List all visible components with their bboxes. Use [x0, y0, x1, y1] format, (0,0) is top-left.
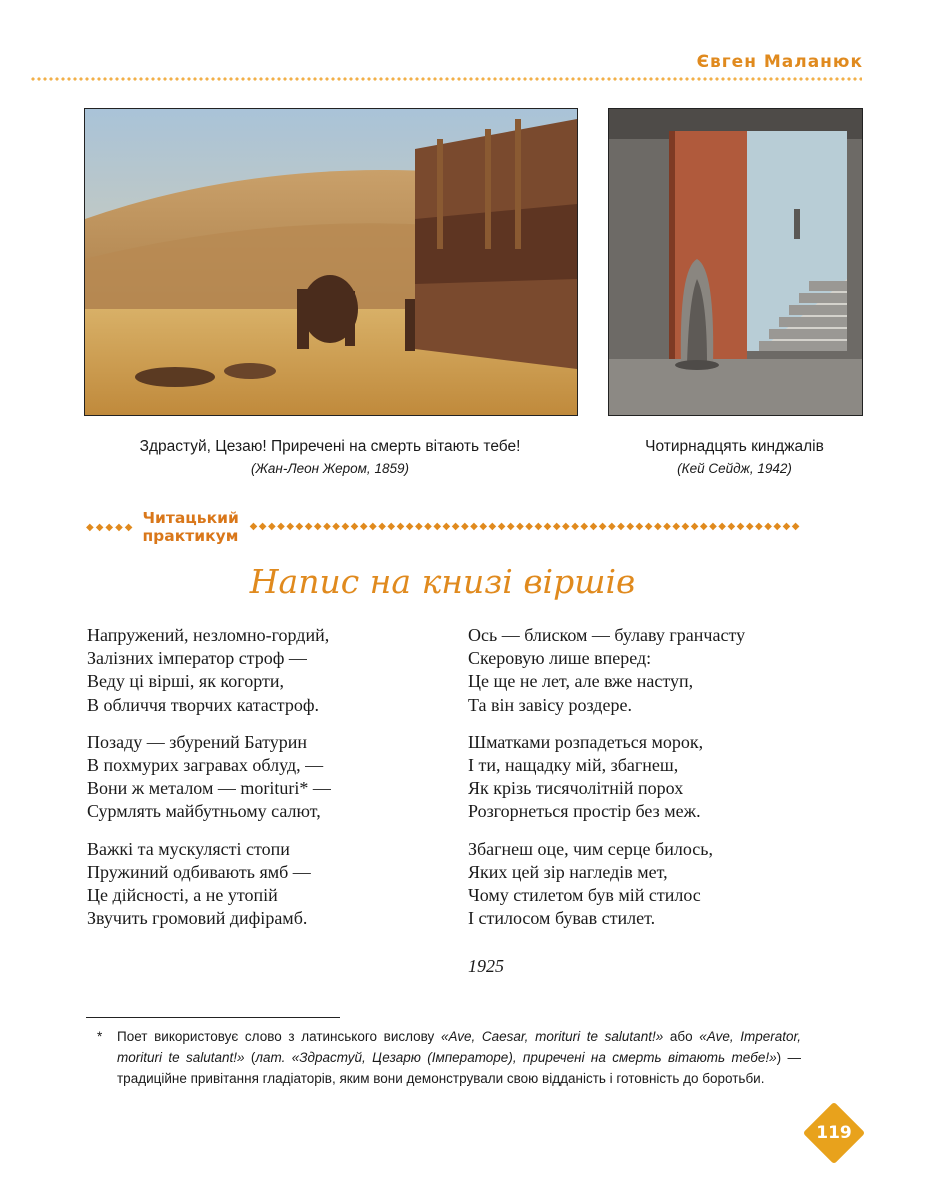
painting-daggers-image [608, 108, 863, 416]
painting1-title: Здрастуй, Цезаю! Приречені на смерть вітають тебе! [139, 438, 521, 455]
painting2-title: Чотирнадцять кинджалів [645, 438, 824, 455]
footnote-rule [86, 1017, 340, 1018]
painting2-credit: (Кей Сейдж, 1942) [677, 461, 792, 476]
header-author: Євген Маланюк [696, 52, 863, 72]
poem-line: Це дійсності, а не утопій [87, 885, 278, 906]
poem-line: Чому стилетом був мій стилос [468, 885, 701, 906]
poem-line: В похмурих загравах облуд, — [87, 755, 324, 776]
poem-line: Сурмлять майбутньому салют, [87, 801, 321, 822]
section-diamonds-right: ◆◆◆◆◆◆◆◆◆◆◆◆◆◆◆◆◆◆◆◆◆◆◆◆◆◆◆◆◆◆◆◆◆◆◆◆◆◆◆◆◆◆◆◆◆◆◆◆◆◆◆◆◆◆◆◆◆◆◆◆ [249, 521, 801, 532]
footnote-text-part: або [663, 1029, 700, 1044]
poem-stanza [468, 838, 828, 931]
poem-line: Залізних імператор строф — [87, 648, 307, 669]
poem-stanza [87, 624, 437, 717]
footnote-latin-quote: «Ave, Imperator, morituri te salutant!» [117, 1029, 802, 1065]
poem-line: Важкі та мускулясті стопи [87, 838, 290, 859]
poem-line: Це ще не лет, але вже наступ, [468, 671, 694, 692]
poem-line: Ось — блиском — булаву гранчасту [468, 625, 746, 645]
poem-line: Збагнеш оце, чим серце билось, [468, 838, 713, 859]
poem-column-right [468, 624, 828, 944]
poem-line: Позаду — збурений Батурин [87, 731, 307, 752]
poem-year: 1925 [468, 956, 504, 976]
poem-line: І стилосом бував стилет. [468, 908, 656, 929]
footnote-translation: «Здрастуй, Цезарю (Імператоре), приречені на смерть вітають тебе!» [291, 1050, 777, 1065]
poem-column-left [87, 624, 437, 944]
footnote-lang-abbr: лат. [255, 1050, 286, 1065]
painting1-credit-text: Жан-Леон Жером, 1859 [255, 461, 405, 476]
poem-stanza [468, 624, 828, 717]
poem-stanza [87, 731, 437, 824]
poem-line: Та він завісу роздере. [468, 694, 632, 715]
section-diamonds-left: ◆◆◆◆◆ [86, 521, 135, 533]
poem-line: В обличчя творчих катастроф. [87, 694, 320, 715]
footnote [97, 1026, 801, 1089]
poem-line: І ти, нащадку мій, збагнеш, [468, 755, 679, 776]
poem-title: Напис на книзі віршів [249, 562, 636, 601]
footnote-text [117, 1026, 801, 1089]
poem-line: Розгорнеться простір без меж. [468, 801, 701, 822]
painting1-credit: (Жан-Леон Жером, 1859) [251, 461, 409, 476]
painting2-credit-text: Кей Сейдж, 1942 [681, 461, 788, 476]
footnote-text-part: Поет використовує слово з латинського вислову [117, 1029, 441, 1044]
poem-line: Як крізь тисячолітній порох [468, 778, 684, 799]
section-label: Читацький практикум [142, 509, 239, 545]
poem-line: Пружиний одбивають ямб — [87, 861, 311, 882]
painting2-caption [608, 436, 861, 480]
poem-stanza [87, 838, 437, 931]
poem-line: Вони ж металом — morituri* — [87, 778, 331, 799]
poem-line: Яких цей зір нагледів мет, [468, 861, 668, 882]
poem-line: Веду ці вірші, як когорти, [87, 671, 284, 692]
page-number: 119 [816, 1123, 852, 1143]
footnote-text-part: ) — традиційне привітання гладіаторів, яким вони демонстрували свою відданість і готовність до боротьби. [117, 1050, 801, 1086]
poem-line: Звучить громовий дифірамб. [87, 908, 308, 929]
painting-colosseum-image [84, 108, 578, 416]
poem-stanza [468, 731, 828, 824]
section-heading [86, 509, 801, 545]
footnote-marker: * [97, 1029, 103, 1044]
painting1-caption [84, 436, 576, 480]
header-dotted-rule [30, 77, 862, 81]
footnote-text-part: ( [244, 1050, 256, 1065]
poem-line: Шматками розпадеться морок, [468, 731, 704, 752]
footnote-latin-quote: «Ave, Caesar, morituri te salutant!» [440, 1029, 664, 1044]
poem-line: Напружений, незломно-гордий, [87, 625, 330, 645]
poem-line: Скеровую лише вперед: [468, 648, 652, 669]
